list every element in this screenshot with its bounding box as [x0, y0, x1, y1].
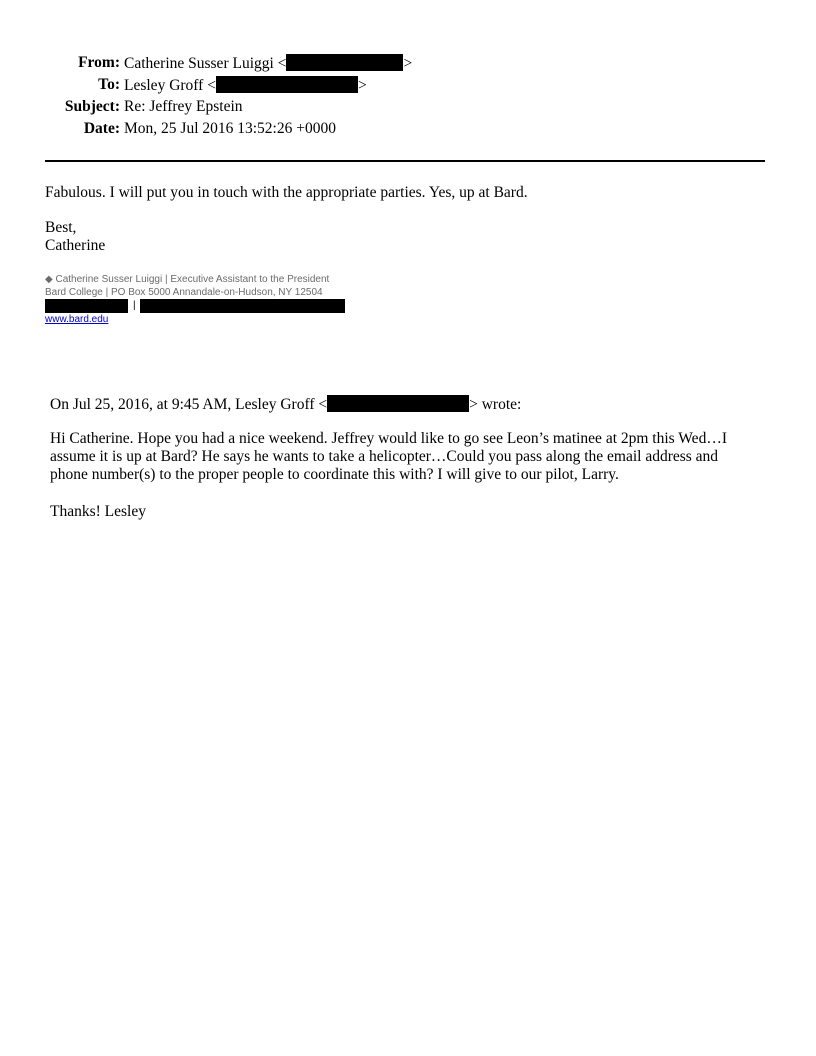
- quoted-paragraph-line-3: phone number(s) to the proper people to coordinate this with? I will give to our pilot, Larry.: [50, 466, 619, 483]
- from-close: >: [403, 55, 413, 72]
- redacted-phone: [45, 299, 128, 313]
- quoted-intro: [50, 395, 521, 414]
- to-label: To:: [98, 76, 120, 93]
- subject-value: Re: Jeffrey Epstein: [124, 98, 243, 115]
- signature-line-1: ◆ Catherine Susser Luiggi | Executive Assistant to the President: [45, 274, 330, 285]
- date-value: Mon, 25 Jul 2016 13:52:26 +0000: [124, 120, 336, 137]
- quoted-intro-end: > wrote:: [469, 396, 522, 413]
- quoted-paragraph-line-1: Hi Catherine. Hope you had a nice weekend. Jeffrey would like to go see Leon’s matinee at 2pm this Wed…I: [50, 430, 727, 447]
- date-label: Date:: [83, 120, 120, 137]
- header-divider: [45, 160, 765, 162]
- signature-line-2: Bard College | PO Box 5000 Annandale-on-Hudson, NY 12504: [45, 287, 323, 298]
- from-name: Catherine Susser Luiggi <: [124, 55, 287, 72]
- signature-separator: |: [133, 300, 136, 311]
- redacted-email: [140, 299, 345, 313]
- from-label: From:: [78, 54, 120, 71]
- to-name: Lesley Groff <: [124, 77, 216, 94]
- quoted-thanks: Thanks! Lesley: [50, 503, 146, 520]
- to-close: >: [357, 77, 367, 94]
- redacted-email: [286, 54, 403, 71]
- from-value: [124, 54, 412, 73]
- reply-signoff-name: Catherine: [45, 237, 106, 254]
- reply-line: Fabulous. I will put you in touch with the appropriate parties. Yes, up at Bard.: [45, 184, 528, 201]
- reply-closing: Best,: [45, 219, 77, 236]
- bard-website-link[interactable]: www.bard.edu: [45, 314, 109, 325]
- quoted-intro-start: On Jul 25, 2016, at 9:45 AM, Lesley Groff <: [50, 396, 328, 413]
- to-value: [124, 76, 367, 95]
- redacted-email: [216, 76, 358, 93]
- subject-label: Subject:: [64, 98, 120, 115]
- quoted-paragraph-line-2: assume it is up at Bard? He says he wants to take a helicopter…Could you pass along the email address and: [50, 448, 719, 465]
- redacted-email: [327, 395, 469, 412]
